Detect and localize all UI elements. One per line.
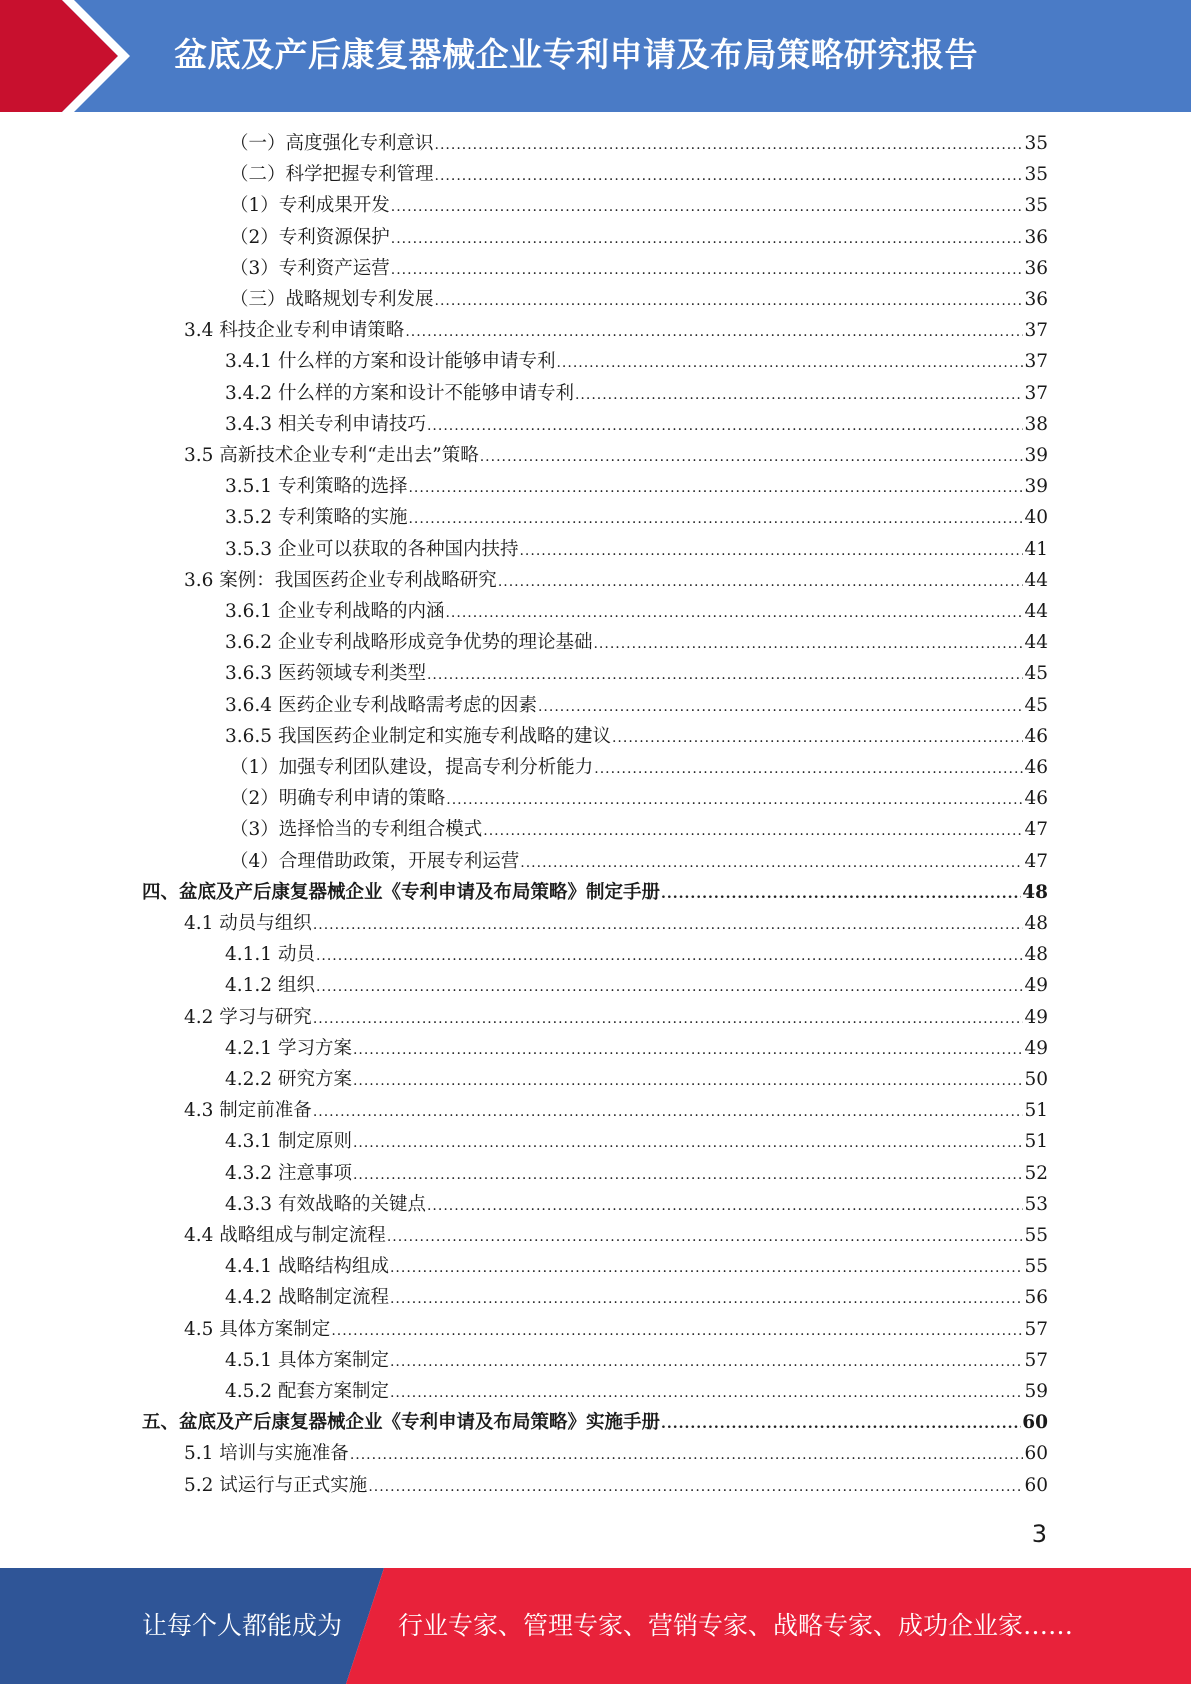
toc-entry[interactable] [230,284,1048,315]
toc-leader-dots [556,346,1023,377]
toc-entry-label: （3）专利资产运营 [230,257,390,279]
toc-entry-page: 46 [1024,788,1048,810]
toc-leader-dots [390,1251,1023,1282]
document-title: 盆底及产后康复器械企业专利申请及布局策略研究报告 [174,35,978,74]
toc-entry-label: 3.6.3 医药领域专利类型 [225,663,426,685]
toc-entry-label: 3.4.3 相关专利申请技巧 [225,413,426,435]
toc-entry-label: 3.6.4 医药企业专利战略需考虑的因素 [225,694,537,716]
toc-entry-page: 49 [1024,1006,1048,1028]
toc-entry-page: 37 [1024,351,1048,373]
toc-entry-page: 38 [1024,413,1048,435]
page-number: 3 [1031,1520,1047,1548]
toc-entry-page: 57 [1024,1318,1048,1340]
toc-entry[interactable] [230,159,1048,190]
toc-entry-label: 4.4 战略组成与制定流程 [184,1225,386,1246]
toc-leader-dots [435,284,1024,315]
toc-entry-page: 41 [1024,538,1048,560]
toc-leader-dots [435,159,1024,190]
toc-entry[interactable] [225,658,1048,689]
toc-entry-page: 60 [1024,1443,1048,1465]
toc-entry-page: 45 [1024,694,1048,716]
toc-entry[interactable] [225,1126,1048,1157]
toc-entry-page: 56 [1024,1287,1048,1309]
toc-entry-page: 44 [1024,632,1048,654]
toc-leader-dots [316,970,1024,1001]
toc-leader-dots [313,1002,1024,1033]
toc-entry[interactable] [184,440,1048,471]
toc-leader-dots [408,502,1023,533]
toc-leader-dots [612,721,1023,752]
toc-leader-dots [427,409,1023,440]
toc-entry[interactable] [225,1158,1048,1189]
toc-leader-dots [390,1282,1023,1313]
toc-entry-page: 55 [1024,1225,1048,1246]
toc-leader-dots [353,1158,1024,1189]
toc-entry-label: 3.4.2 什么样的方案和设计不能够申请专利 [225,382,574,404]
toc-leader-dots [391,190,1024,221]
toc-entry[interactable] [184,1220,1048,1251]
toc-entry[interactable] [225,970,1048,1001]
toc-entry-page: 53 [1024,1193,1048,1215]
toc-leader-dots [483,814,1023,845]
toc-entry[interactable] [230,253,1048,284]
toc-entry-label: （二）科学把握专利管理 [230,164,434,186]
toc-leader-dots [391,253,1024,284]
toc-entry-label: 3.5.1 专利策略的选择 [225,476,408,498]
toc-leader-dots [353,1126,1024,1157]
toc-leader-dots [353,1064,1024,1095]
toc-entry-label: 四、盆底及产后康复器械企业《专利申请及布局策略》制定手册 [142,881,661,903]
toc-entry[interactable] [225,1376,1048,1407]
toc-entry[interactable] [225,409,1048,440]
toc-entry-label: （1）加强专利团队建设，提高专利分析能力 [230,757,594,778]
toc-entry-label: （2）专利资源保护 [230,226,390,248]
toc-entry-label: 4.3.2 注意事项 [225,1162,352,1184]
toc-entry[interactable] [225,939,1048,970]
footer-slogan-right: 行业专家、管理专家、营销专家、战略专家、成功企业家…… [398,1611,1074,1640]
toc-entry[interactable] [184,565,1048,596]
toc-entry-page: 60 [1022,1412,1048,1434]
toc-entry-label: （三）战略规划专利发展 [230,289,434,310]
toc-entry-page: 35 [1024,133,1048,154]
toc-leader-dots [661,877,1021,908]
toc-entry[interactable] [225,721,1048,752]
toc-entry-label: 五、盆底及产后康复器械企业《专利申请及布局策略》实施手册 [142,1412,661,1434]
toc-entry-label: 4.3.1 制定原则 [225,1131,352,1153]
toc-entry[interactable] [230,752,1048,783]
toc-entry-label: （1）专利成果开发 [230,195,390,217]
toc-entry[interactable] [230,783,1048,814]
toc-entry-label: 4.5.2 配套方案制定 [225,1381,389,1402]
toc-entry-label: 4.2.1 学习方案 [225,1037,352,1059]
toc-entry-label: 5.2 试运行与正式实施 [184,1474,368,1496]
toc-entry-label: 3.5 高新技术企业专利“走出去”策略 [184,445,479,466]
toc-entry[interactable] [184,1095,1048,1126]
toc-entry-page: 47 [1024,850,1048,872]
toc-entry-page: 39 [1024,476,1048,498]
toc-entry-page: 48 [1024,913,1048,934]
toc-leader-dots [575,378,1023,409]
toc-entry-label: 3.5.2 专利策略的实施 [225,507,408,529]
toc-entry-label: 4.4.1 战略结构组成 [225,1256,389,1278]
toc-entry-page: 52 [1024,1162,1048,1184]
toc-entry[interactable] [184,908,1048,939]
toc-entry[interactable] [184,1002,1048,1033]
toc-entry-page: 45 [1024,663,1048,685]
toc-entry[interactable] [184,315,1048,346]
toc-entry-label: 3.6.5 我国医药企业制定和实施专利战略的建议 [225,725,611,747]
toc-entry-page: 60 [1024,1474,1048,1496]
toc-entry[interactable] [184,1438,1048,1469]
toc-leader-dots [331,1314,1023,1345]
toc-entry-page: 46 [1024,757,1048,778]
toc-leader-dots [313,908,1024,939]
toc-entry[interactable] [225,346,1048,377]
toc-entry-label: 4.1 动员与组织 [184,913,312,934]
toc-leader-dots [405,315,1023,346]
toc-entry-page: 36 [1024,257,1048,279]
toc-entry-page: 48 [1022,881,1048,903]
toc-leader-dots [480,440,1024,471]
toc-leader-dots [368,1470,1023,1501]
toc-entry[interactable] [230,814,1048,845]
toc-entry[interactable] [142,1407,1048,1438]
toc-entry[interactable] [225,596,1048,627]
toc-entry-label: （4）合理借助政策，开展专利运营 [230,850,520,872]
toc-entry-label: 3.4.1 什么样的方案和设计能够申请专利 [225,351,556,373]
toc-entry-label: （2）明确专利申请的策略 [230,788,446,810]
toc-entry-label: 4.5 具体方案制定 [184,1318,331,1340]
toc-entry-page: 51 [1024,1100,1048,1122]
toc-leader-dots [446,783,1023,814]
toc-entry[interactable] [225,1282,1048,1313]
toc-entry-page: 48 [1024,944,1048,966]
toc-entry[interactable] [230,190,1048,221]
toc-entry-page: 51 [1024,1131,1048,1153]
toc-entry[interactable] [184,1470,1048,1501]
toc-leader-dots [408,471,1023,502]
toc-entry-label: 4.1.2 组织 [225,975,315,997]
toc-entry[interactable] [225,1345,1048,1376]
toc-entry[interactable] [225,502,1048,533]
toc-leader-dots [445,596,1023,627]
toc-entry[interactable] [225,1064,1048,1095]
toc-entry-page: 55 [1024,1256,1048,1278]
toc-leader-dots [538,690,1023,721]
toc-entry-page: 37 [1024,320,1048,342]
toc-leader-dots [390,1345,1023,1376]
toc-entry-page: 35 [1024,195,1048,217]
toc-entry-label: 5.1 培训与实施准备 [184,1443,349,1465]
toc-leader-dots [593,627,1023,658]
toc-entry-page: 50 [1024,1069,1048,1090]
toc-entry[interactable] [225,1251,1048,1282]
toc-entry-label: 3.6 案例：我国医药企业专利战略研究 [184,569,497,591]
toc-entry-page: 35 [1024,164,1048,186]
toc-entry-page: 36 [1024,289,1048,310]
toc-leader-dots [594,752,1023,783]
toc-leader-dots [391,222,1024,253]
toc-entry-label: 3.4 科技企业专利申请策略 [184,320,405,342]
toc-entry[interactable] [225,690,1048,721]
toc-leader-dots [498,565,1024,596]
toc-entry[interactable] [225,534,1048,565]
toc-entry[interactable] [230,222,1048,253]
toc-entry-page: 44 [1024,601,1048,622]
toc-leader-dots [427,658,1023,689]
toc-entry-label: 3.5.3 企业可以获取的各种国内扶持 [225,538,519,560]
toc-entry-label: 4.2 学习与研究 [184,1006,312,1028]
footer-banner [0,1568,1191,1684]
toc-entry-page: 37 [1024,382,1048,404]
toc-entry[interactable] [225,1033,1048,1064]
toc-leader-dots [350,1438,1024,1469]
toc-entry-page: 46 [1024,725,1048,747]
footer-slogan-left: 让每个人都能成为 [142,1611,343,1640]
toc-leader-dots [520,846,1023,877]
toc-entry[interactable] [225,627,1048,658]
toc-leader-dots [435,128,1024,159]
toc-entry[interactable] [230,128,1048,159]
toc-entry-page: 49 [1024,975,1048,997]
toc-entry[interactable] [142,877,1048,908]
toc-entry-label: 4.3 制定前准备 [184,1100,312,1122]
toc-entry-page: 40 [1024,507,1048,529]
toc-entry-page: 47 [1024,819,1048,841]
toc-entry[interactable] [225,1189,1048,1220]
toc-entry-page: 44 [1024,569,1048,591]
toc-entry-page: 57 [1024,1349,1048,1371]
header-banner [0,0,1191,112]
toc-leader-dots [427,1189,1023,1220]
toc-entry-label: 3.6.2 企业专利战略形成竞争优势的理论基础 [225,632,593,654]
toc-entry[interactable] [225,378,1048,409]
toc-entry-label: 4.5.1 具体方案制定 [225,1349,389,1371]
toc-leader-dots [519,534,1023,565]
toc-leader-dots [387,1220,1024,1251]
toc-entry-label: （3）选择恰当的专利组合模式 [230,819,483,841]
toc-entry[interactable] [230,846,1048,877]
toc-entry-label: 4.4.2 战略制定流程 [225,1287,389,1309]
toc-entry-label: 3.6.1 企业专利战略的内涵 [225,601,445,622]
toc-entry-page: 49 [1024,1037,1048,1059]
toc-entry-page: 39 [1024,445,1048,466]
toc-entry-label: 4.1.1 动员 [225,944,315,966]
toc-leader-dots [390,1376,1023,1407]
toc-leader-dots [353,1033,1024,1064]
toc-leader-dots [316,939,1024,970]
toc-entry[interactable] [225,471,1048,502]
toc-entry[interactable] [184,1314,1048,1345]
toc-entry-label: （一）高度强化专利意识 [230,133,434,154]
toc-entry-page: 36 [1024,226,1048,248]
toc-entry-page: 59 [1024,1381,1048,1402]
toc-entry-label: 4.2.2 研究方案 [225,1069,352,1090]
toc-leader-dots [313,1095,1024,1126]
toc-entry-label: 4.3.3 有效战略的关键点 [225,1193,426,1215]
toc-leader-dots [661,1407,1021,1438]
